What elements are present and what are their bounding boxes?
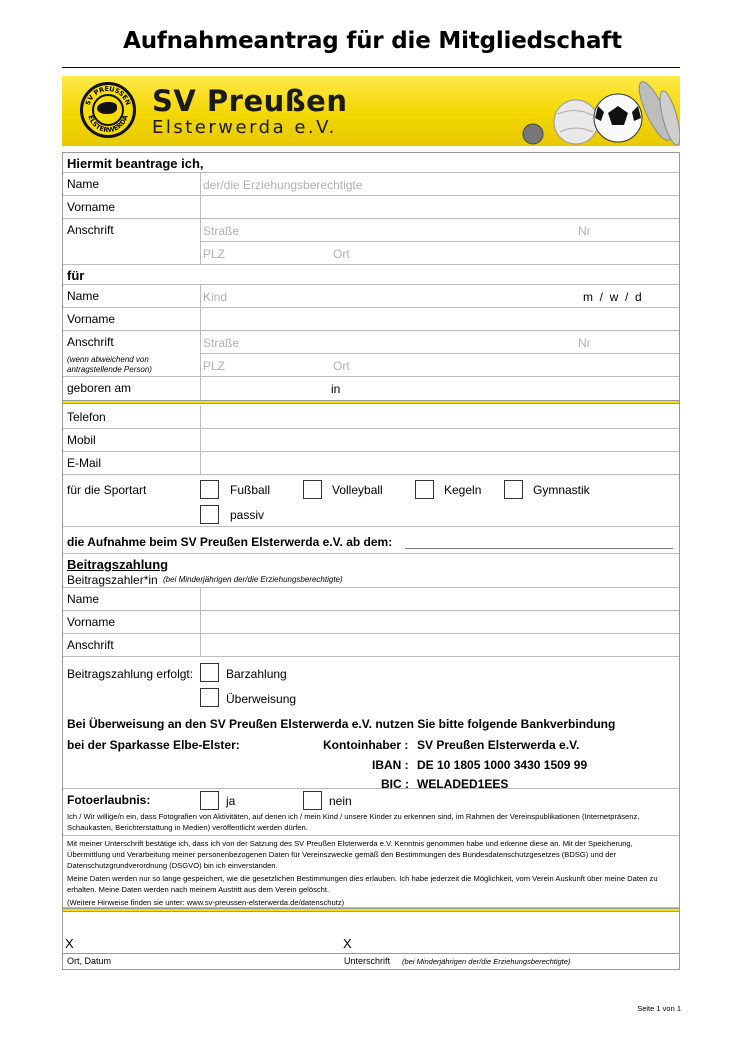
applicant-street-placeholder: Straße — [203, 224, 240, 238]
privacy-block — [63, 836, 679, 908]
signature-mark[interactable]: X — [343, 936, 352, 951]
member-firstname-label: Vorname — [63, 308, 201, 330]
sport-football-label: Fußball — [230, 483, 271, 497]
transfer-label: Überweisung — [226, 692, 297, 706]
passive-label: passiv — [230, 508, 265, 522]
signature-block — [63, 912, 679, 969]
admission-row — [63, 527, 679, 554]
member-firstname-field[interactable] — [201, 308, 679, 330]
applicant-name-placeholder: der/die Erziehungsberechtigte — [203, 178, 363, 192]
club-name: SV Preußen — [152, 84, 348, 118]
member-born-field[interactable] — [201, 377, 679, 400]
sport-label: für die Sportart — [67, 483, 147, 497]
payer-firstname-label: Vorname — [63, 611, 201, 633]
sports-balls-icon — [480, 76, 680, 146]
applicant-firstname-field[interactable] — [201, 196, 679, 218]
section-payment: Beitragszahlung — [67, 557, 169, 572]
payer-address-field[interactable] — [201, 634, 679, 656]
passive-checkbox[interactable] — [200, 505, 219, 524]
transfer-checkbox[interactable] — [200, 688, 219, 707]
yellow-divider — [63, 400, 679, 404]
page-number: Seite 1 von 1 — [637, 1004, 681, 1013]
holder-value: SV Preußen Elsterwerda e.V. — [417, 738, 580, 752]
sport-volleyball-checkbox[interactable] — [303, 480, 322, 499]
member-name-label: Name — [63, 285, 201, 307]
member-nr-placeholder: Nr — [578, 336, 591, 350]
signature-label: Unterschrift — [344, 956, 391, 966]
member-born-label: geboren am — [63, 377, 201, 400]
photo-yes-checkbox[interactable] — [200, 791, 219, 810]
holder-label: Kontoinhaber : — [323, 738, 409, 752]
privacy-text-3: (Weitere Hinweise finden sie unter: www.sv-preussen-elsterwerda.de/datenschutz) — [67, 898, 345, 907]
club-banner — [62, 76, 680, 146]
admission-label: die Aufnahme beim SV Preußen Elsterwerda e.V. ab dem: — [67, 535, 393, 549]
title-divider — [62, 67, 680, 68]
privacy-text-1: Mit meiner Unterschrift bestätige ich, dass ich von der Satzung des SV Preußen Elsterwerda e.V. Kenntnis genommen habe und erkenne diese an. Mit der Speicherung, Übermittlung und Verarbeitung meiner personenbezogenen Daten für Vereinszwecke gemäß den Bestimmungen des Bundesdatenschutzgesetzes (BDSG) und der Datenschutzgrundverordnung (DSGVO) bin ich einverstanden. — [67, 839, 633, 870]
applicant-address-label: Anschrift — [63, 219, 201, 242]
payer-name-label: Name — [63, 588, 201, 610]
payer-address-label: Anschrift — [63, 634, 201, 656]
applicant-zip-placeholder: PLZ — [203, 247, 226, 261]
mobile-label: Mobil — [63, 429, 201, 451]
signature-note: (bei Minderjährigen der/die Erziehungsberechtigte) — [402, 957, 571, 966]
member-name-placeholder: Kind — [203, 290, 228, 304]
mobile-field[interactable] — [201, 429, 679, 451]
photo-consent-text: Ich / Wir willige/n ein, dass Fotografien von Aktivitäten, auf denen ich / mein Kind / unsere Kinder zu erkennen sind, im Rahmen der Vereinspublikationen (Internetpräsenz, Schaukasten, Berichterstattung in Medien) veröffentlicht werden dürfen. — [67, 812, 640, 832]
member-street-field[interactable] — [201, 331, 679, 354]
section-applicant: Hiermit beantrage ich, — [63, 153, 679, 173]
bank-intro: Bei Überweisung an den SV Preußen Elsterwerda e.V. nutzen Sie bitte folgende Bankverbindung — [67, 717, 616, 731]
page-title: Aufnahmeantrag für die Mitgliedschaft — [123, 28, 622, 54]
member-zip-placeholder: PLZ — [203, 359, 226, 373]
member-street-placeholder: Straße — [203, 336, 240, 350]
logo-ring-top: SV PREUSSEN — [83, 84, 133, 107]
place-date-label: Ort, Datum — [67, 956, 112, 966]
applicant-nr-placeholder: Nr — [578, 224, 591, 238]
cash-label: Barzahlung — [226, 667, 287, 681]
member-born-in-label: in — [331, 382, 341, 396]
member-zip-city-field[interactable] — [201, 354, 679, 376]
bic-value: WELADED1EES — [417, 777, 509, 791]
email-field[interactable] — [201, 452, 679, 474]
photo-no-label: nein — [329, 794, 352, 808]
section-member: für — [63, 265, 679, 285]
bank-name: bei der Sparkasse Elbe-Elster: — [67, 738, 240, 752]
club-city: Elsterwerda e.V. — [152, 117, 337, 138]
member-address-label: Anschrift — [63, 331, 201, 354]
payment-method-label: Beitragszahlung erfolgt: — [67, 667, 194, 681]
member-name-field[interactable] — [201, 285, 679, 307]
cash-checkbox[interactable] — [200, 663, 219, 682]
photo-consent — [63, 789, 679, 836]
member-gender-options[interactable]: m / w / d — [583, 290, 642, 304]
photo-label: Fotoerlaubnis: — [67, 793, 151, 807]
sport-bowling-checkbox[interactable] — [415, 480, 434, 499]
admission-date-field[interactable] — [405, 548, 673, 549]
payer-header — [63, 554, 679, 588]
sport-volleyball-label: Volleyball — [332, 483, 383, 497]
sport-selection — [63, 475, 679, 527]
applicant-name-label: Name — [63, 173, 201, 195]
applicant-firstname-label: Vorname — [63, 196, 201, 218]
sport-bowling-label: Kegeln — [444, 483, 482, 497]
applicant-zip-city-field[interactable] — [201, 242, 679, 264]
place-date-mark[interactable]: X — [65, 936, 74, 951]
email-label: E-Mail — [63, 452, 201, 474]
privacy-text-2: Meine Daten werden nur so lange gespeichert, wie die gesetzlichen Bestimmungen dies erlauben. Ich habe jederzeit die Möglichkeit, vom Verein Auskunft über meine Daten zu erhalten. Meine Daten werden nach meinem Austritt aus dem Verein gelöscht. — [67, 874, 658, 894]
logo-ring-bottom: ELSTERWERDA — [86, 114, 130, 135]
iban-label: IBAN : — [372, 758, 409, 772]
club-logo — [80, 82, 136, 138]
photo-no-checkbox[interactable] — [303, 791, 322, 810]
sport-gymnastics-checkbox[interactable] — [504, 480, 523, 499]
payer-note: (bei Minderjährigen der/die Erziehungsberechtigte) — [163, 575, 343, 584]
payer-name-field[interactable] — [201, 588, 679, 610]
payer-label: Beitragszahler*in — [67, 573, 158, 587]
applicant-street-field[interactable] — [201, 219, 679, 242]
iban-value: DE 10 1805 1000 3430 1509 99 — [417, 758, 588, 772]
applicant-city-placeholder: Ort — [333, 247, 350, 261]
sport-football-checkbox[interactable] — [200, 480, 219, 499]
membership-form — [62, 152, 680, 970]
sport-gymnastics-label: Gymnastik — [533, 483, 590, 497]
phone-field[interactable] — [201, 406, 679, 428]
photo-yes-label: ja — [226, 794, 236, 808]
payment-method-block — [63, 657, 679, 789]
payer-firstname-field[interactable] — [201, 611, 679, 633]
applicant-name-field[interactable] — [201, 173, 679, 195]
member-address-note: (wenn abweichend von antragstellende Person) — [67, 355, 152, 374]
phone-label: Telefon — [63, 406, 201, 428]
bic-label: BIC : — [381, 777, 409, 791]
bird-icon — [97, 102, 117, 114]
member-city-placeholder: Ort — [333, 359, 350, 373]
